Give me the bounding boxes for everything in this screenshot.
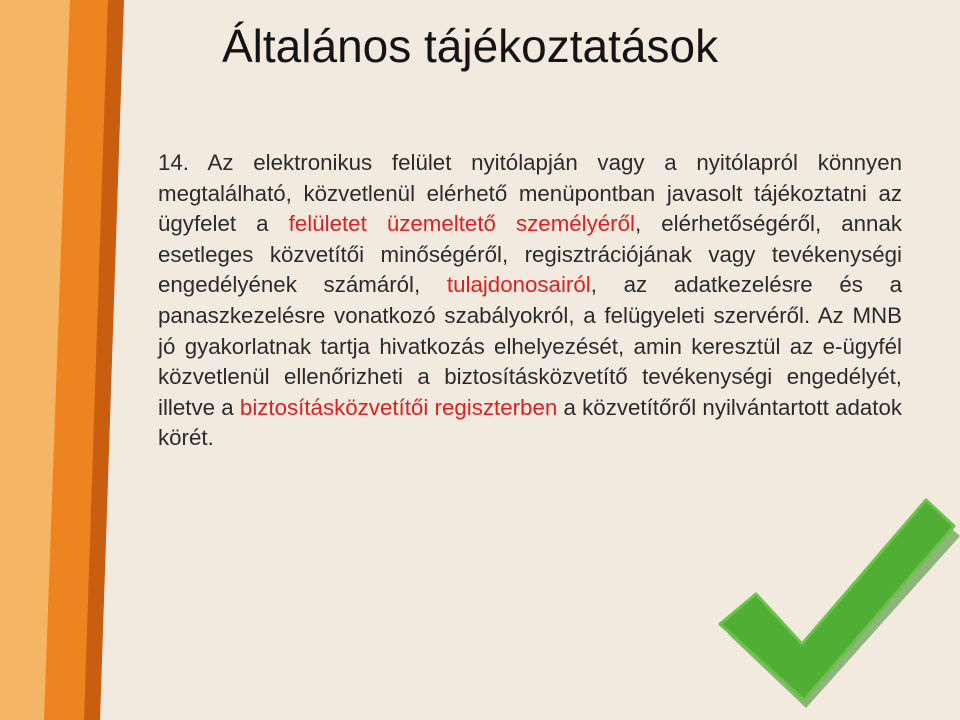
paragraph-text: , az adatkezelésre és a panaszkezelésre vonatkozó szabályokról, a felügyeleti szervéről. Az MNB jó gyakorlatnak tartja hivatkozás elhelyezését, amin keresztül az e-ügyfél közvetlenül ellenőrizheti a biztosításközvetítő tevékenységi engedélyét, illetve a: [158, 272, 903, 420]
paragraph-text: a közvetítőről nyilvántartott adatok körét.: [158, 394, 903, 451]
check-mark-icon: [698, 496, 960, 720]
paragraph-text: , elérhetőségéről, annak esetleges közvetítői minőségéről, regisztrációjának vagy tevékenységi engedélyének számáról,: [158, 211, 902, 298]
highlighted-text: biztosításközvetítői regiszterben: [239, 394, 558, 420]
highlighted-text: tulajdonosairól: [446, 272, 591, 298]
highlighted-text: felületet üzemeltető személyéről: [288, 211, 635, 237]
page-title: Általános tájékoztatások: [222, 20, 719, 72]
paragraph-text: 14. Az elektronikus felület nyitólapján vagy a nyitólapról könnyen megtalálható, közvetlenül elérhető menüpontban javasolt tájékoztatni az ügyfelet a: [158, 150, 902, 237]
body-paragraph: [158, 148, 902, 454]
